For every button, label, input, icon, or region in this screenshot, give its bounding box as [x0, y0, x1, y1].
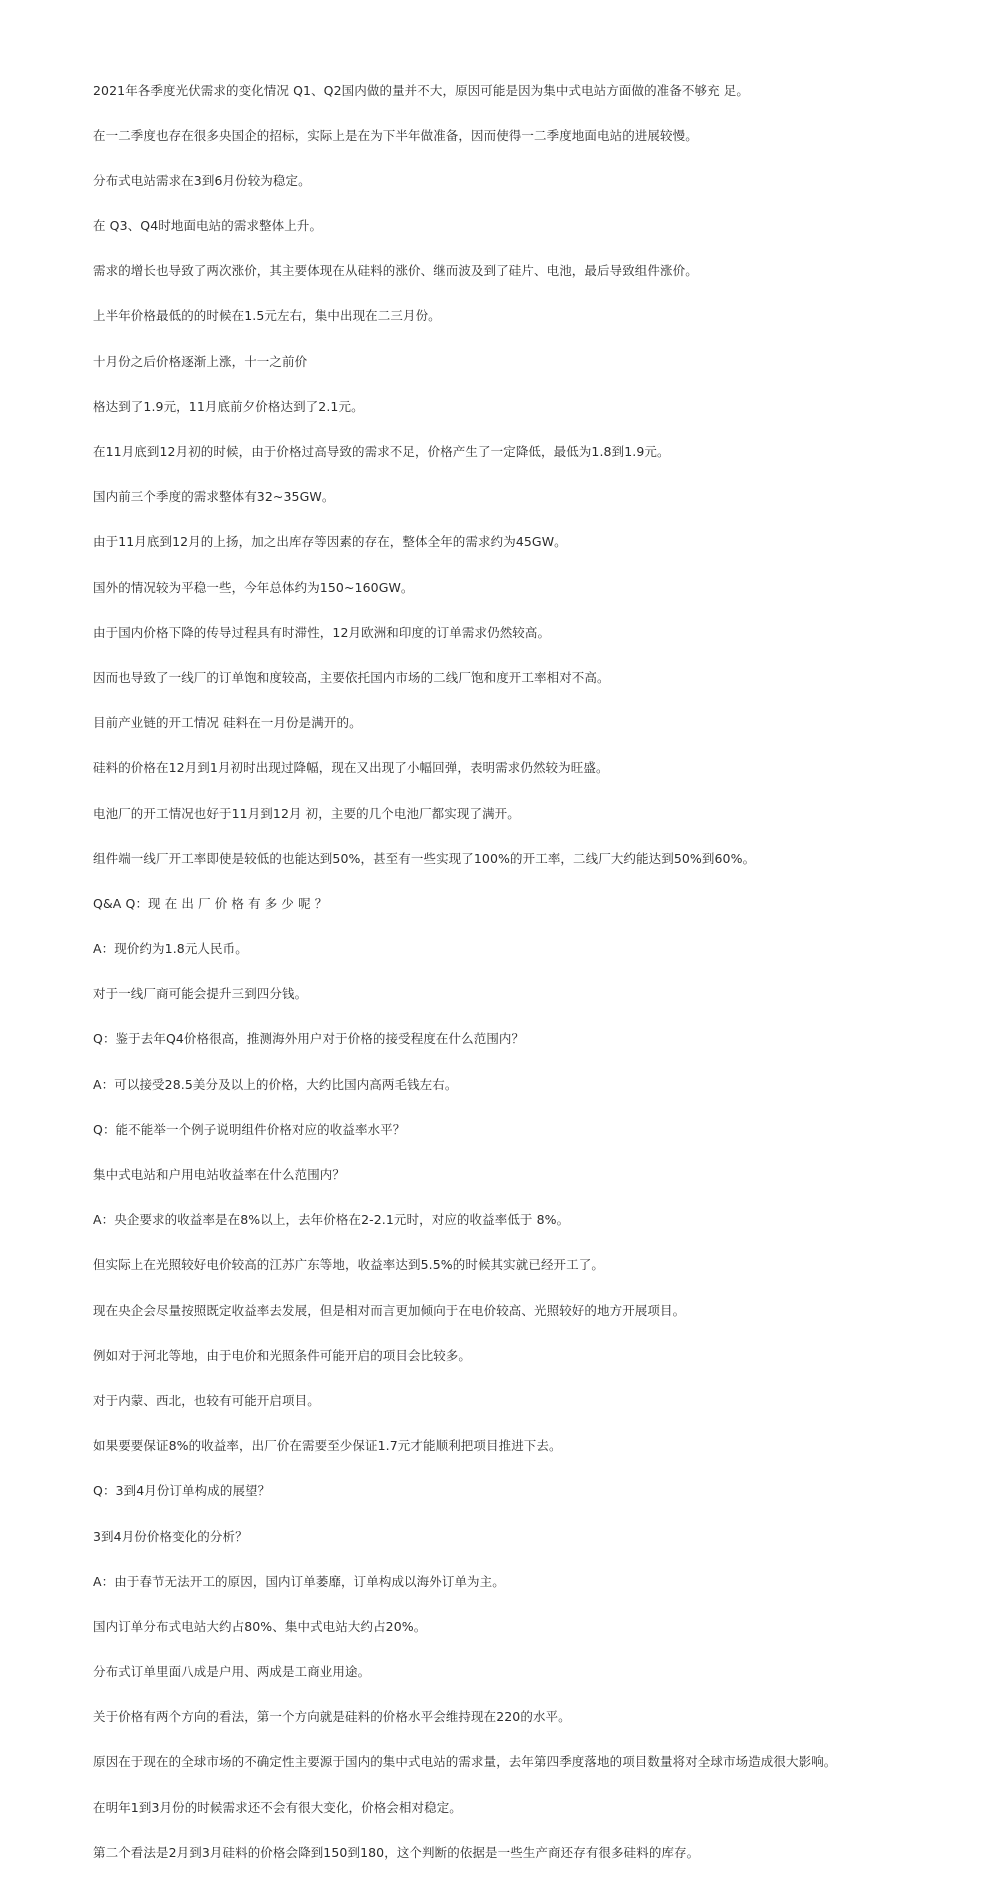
text-line: A：由于春节无法开工的原因，国内订单萎靡，订单构成以海外订单为主。 — [93, 1573, 505, 1589]
text-line: 格达到了1.9元，11月底前夕价格达到了2.1元。 — [93, 398, 364, 414]
text-line: 在明年1到3月份的时候需求还不会有很大变化，价格会相对稳定。 — [93, 1799, 462, 1815]
text-line: 在11月底到12月初的时候，由于价格过高导致的需求不足，价格产生了一定降低，最低为1.8到1.9元。 — [93, 444, 670, 459]
text-line: Q：能不能举一个例子说明组件价格对应的收益率水平？ — [93, 1121, 406, 1137]
text-line: 例如对于河北等地，由于电价和光照条件可能开启的项目会比较多。 — [93, 1347, 472, 1363]
text-line: 2021年各季度光伏需求的变化情况 Q1、Q2国内做的量并不大，原因可能是因为集中式电站方面做的准备不够充 足。 — [93, 82, 749, 98]
text-line: 如果要要保证8%的收益率，出厂价在需要至少保证1.7元才能顺利把项目推进下去。 — [93, 1438, 562, 1454]
text-line: 硅料的价格在12月到1月初时出现过降幅，现在又出现了小幅回弹，表明需求仍然较为旺盛。 — [93, 760, 609, 776]
text-line: 第二个看法是2月到3月硅料的价格会降到150到180，这个判断的依据是一些生产商还存有很多硅料的库存。 — [93, 1844, 700, 1860]
text-line: 对于内蒙、西北，也较有可能开启项目。 — [93, 1392, 320, 1408]
text-line: 原因在于现在的全球市场的不确定性主要源于国内的集中式电站的需求量，去年第四季度落地的项目数量将对全球市场造成很大影响。 — [93, 1754, 837, 1770]
text-line: Q：鉴于去年Q4价格很高，推测海外用户对于价格的接受程度在什么范围内？ — [93, 1031, 525, 1047]
text-line: 对于一线厂商可能会提升三到四分钱。 — [93, 986, 308, 1002]
text-line: 上半年价格最低的的时候在1.5元左右，集中出现在二三月份。 — [93, 308, 441, 324]
text-line: 电池厂的开工情况也好于11月到12月 初，主要的几个电池厂都实现了满开。 — [93, 805, 520, 821]
text-line: 在 Q3、Q4时地面电站的需求整体上升。 — [93, 218, 323, 234]
text-line: A：央企要求的收益率是在8%以上，去年价格在2-2.1元时，对应的收益率低于 8%。 — [93, 1212, 570, 1228]
text-line: 现在央企会尽量按照既定收益率去发展，但是相对而言更加倾向于在电价较高、光照较好的地方开展项目。 — [93, 1302, 686, 1318]
text-line: 集中式电站和户用电站收益率在什么范围内？ — [93, 1167, 346, 1182]
text-line: 在一二季度也存在很多央国企的招标，实际上是在为下半年做准备，因而使得一二季度地面电站的进展较慢。 — [93, 127, 698, 143]
text-line: Q&A Q：现 在 出 厂 价 格 有 多 少 呢 ？ — [93, 895, 328, 911]
text-line: 十月份之后价格逐渐上涨，十一之前价 — [93, 353, 308, 369]
text-line: 分布式电站需求在3到6月份较为稳定。 — [93, 172, 311, 188]
document-body — [93, 69, 973, 1889]
text-line: 国内订单分布式电站大约占80%、集中式电站大约占20%。 — [93, 1618, 427, 1634]
text-line: 由于11月底到12月的上扬，加之出库存等因素的存在，整体全年的需求约为45GW。 — [93, 534, 567, 550]
text-line: 3到4月份价格变化的分析？ — [93, 1528, 248, 1544]
text-line: 但实际上在光照较好电价较高的江苏广东等地，收益率达到5.5%的时候其实就已经开工了。 — [93, 1257, 604, 1273]
text-line: 组件端一线厂开工率即使是较低的也能达到50%，甚至有一些实现了100%的开工率，二线厂大约能达到50%到60%。 — [93, 850, 756, 866]
text-line: 分布式订单里面八成是户用、两成是工商业用途。 — [93, 1664, 371, 1680]
text-line: A：现价约为1.8元人民币。 — [93, 941, 248, 957]
text-line: 需求的增长也导致了两次涨价，其主要体现在从硅料的涨价、继而波及到了硅片、电池，最后导致组件涨价。 — [93, 263, 698, 279]
text-line: Q：3到4月份订单构成的展望？ — [93, 1483, 271, 1499]
text-line: 国外的情况较为平稳一些，今年总体约为150~160GW。 — [93, 579, 414, 595]
text-line: 关于价格有两个方向的看法，第一个方向就是硅料的价格水平会维持现在220的水平。 — [93, 1709, 571, 1725]
text-line: 目前产业链的开工情况 硅料在一月份是满开的。 — [93, 715, 362, 731]
text-line: 国内前三个季度的需求整体有32~35GW。 — [93, 489, 335, 505]
text-line: A：可以接受28.5美分及以上的价格，大约比国内高两毛钱左右。 — [93, 1076, 458, 1092]
text-line: 由于国内价格下降的传导过程具有时滞性，12月欧洲和印度的订单需求仍然较高。 — [93, 624, 551, 640]
text-line: 因而也导致了一线厂的订单饱和度较高，主要依托国内市场的二线厂饱和度开工率相对不高。 — [93, 669, 610, 685]
